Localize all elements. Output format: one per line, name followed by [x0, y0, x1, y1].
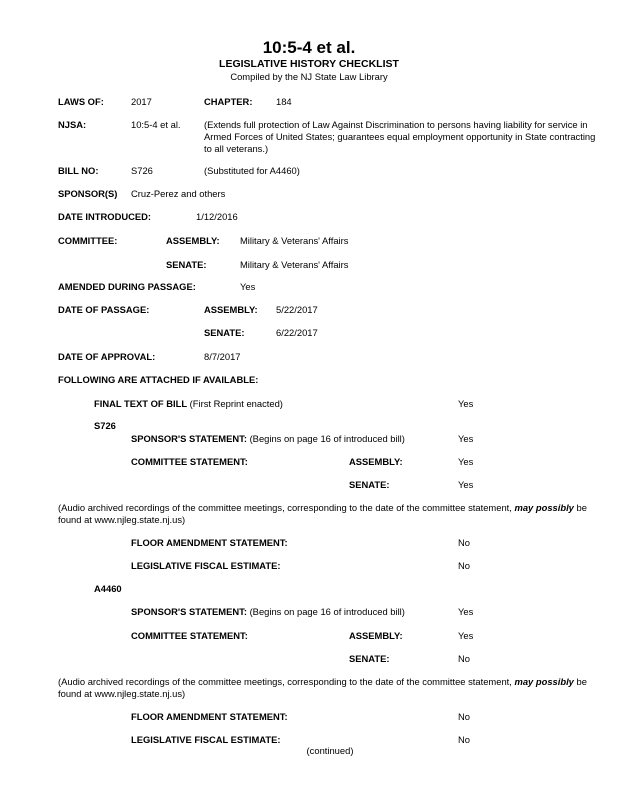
s726-audio-text: (Audio archived recordings of the committee meetings, corresponding to the date of the committee statement, — [58, 502, 515, 513]
final-text-note: (First Reprint enacted) — [189, 398, 283, 409]
njsa-description: (Extends full protection of Law Against Discrimination to persons having liability for service in Armed Forces of United States; guarantees equal employment opportunity in State contracting to all veterans.) — [204, 119, 596, 154]
s726-senate-value: Yes — [458, 479, 474, 490]
s726-senate-label: SENATE: — [349, 479, 390, 490]
s726-fiscal-value: No — [458, 560, 470, 571]
date-of-approval-value: 8/7/2017 — [204, 351, 241, 362]
date-of-approval-label: DATE OF APPROVAL: — [58, 351, 156, 362]
a4460-assembly-label: ASSEMBLY: — [349, 630, 403, 641]
s726-assembly-label: ASSEMBLY: — [349, 456, 403, 467]
page-title: 10:5-4 et al. — [262, 38, 356, 57]
a4460-floor-value: No — [458, 711, 470, 722]
sponsors-value: Cruz-Perez and others — [131, 188, 226, 199]
committee-senate-value: Military & Veterans' Affairs — [240, 259, 349, 270]
passage-senate-label: SENATE: — [204, 327, 245, 338]
final-text-row — [94, 398, 283, 410]
passage-senate-value: 6/22/2017 — [276, 327, 318, 338]
s726-sponsor-label: SPONSOR'S STATEMENT: — [131, 433, 247, 444]
laws-of-value: 2017 — [131, 96, 152, 107]
continued-note: (continued) — [306, 745, 354, 756]
a4460-assembly-value: Yes — [458, 630, 474, 641]
a4460-senate-label: SENATE: — [349, 653, 390, 664]
date-introduced-value: 1/12/2016 — [196, 211, 238, 222]
s726-sponsor-note: (Begins on page 16 of introduced bill) — [249, 433, 405, 444]
chapter-label: CHAPTER: — [204, 96, 253, 107]
s726-audio-link-text: be found at www.njleg.state.nj.us) — [58, 502, 587, 525]
a4460-floor-label: FLOOR AMENDMENT STATEMENT: — [131, 711, 288, 722]
page-subtitle: LEGISLATIVE HISTORY CHECKLIST — [219, 58, 399, 70]
amended-value: Yes — [240, 281, 256, 292]
s726-sponsor-row — [131, 433, 405, 445]
date-of-passage-label: DATE OF PASSAGE: — [58, 304, 150, 315]
a4460-senate-value: No — [458, 653, 470, 664]
a4460-committee-label: COMMITTEE STATEMENT: — [131, 630, 248, 641]
attached-heading: FOLLOWING ARE ATTACHED IF AVAILABLE: — [58, 374, 259, 385]
s726-audio-note — [58, 502, 603, 526]
committee-assembly-label: ASSEMBLY: — [166, 235, 220, 246]
passage-assembly-label: ASSEMBLY: — [204, 304, 258, 315]
final-text-label: FINAL TEXT OF BILL — [94, 398, 188, 409]
a4460-sponsor-value: Yes — [458, 606, 474, 617]
date-introduced-label: DATE INTRODUCED: — [58, 211, 152, 222]
s726-assembly-value: Yes — [458, 456, 474, 467]
s726-audio-emphasis: may possibly — [514, 502, 574, 513]
a4460-fiscal-label: LEGISLATIVE FISCAL ESTIMATE: — [131, 734, 281, 745]
s726-fiscal-label: LEGISLATIVE FISCAL ESTIMATE: — [131, 560, 281, 571]
chapter-value: 184 — [276, 96, 292, 107]
a4460-sponsor-row — [131, 606, 405, 618]
final-text-value: Yes — [458, 398, 474, 409]
s726-floor-label: FLOOR AMENDMENT STATEMENT: — [131, 537, 288, 548]
njsa-value: 10:5-4 et al. — [131, 119, 181, 130]
committee-label: COMMITTEE: — [58, 235, 118, 246]
a4460-audio-link-text: be found at www.njleg.state.nj.us) — [58, 676, 587, 699]
sponsors-label: SPONSOR(S) — [58, 188, 118, 199]
njsa-label: NJSA: — [58, 119, 87, 130]
a4460-audio-emphasis: may possibly — [514, 676, 574, 687]
bill-no-note: (Substituted for A4460) — [204, 165, 300, 176]
amended-label: AMENDED DURING PASSAGE: — [58, 281, 196, 292]
s726-committee-label: COMMITTEE STATEMENT: — [131, 456, 248, 467]
laws-of-label: LAWS OF: — [58, 96, 104, 107]
s726-sponsor-value: Yes — [458, 433, 474, 444]
bill-no-value: S726 — [131, 165, 153, 176]
a4460-fiscal-value: No — [458, 734, 470, 745]
a4460-sponsor-note: (Begins on page 16 of introduced bill) — [249, 606, 405, 617]
a4460-audio-note — [58, 676, 603, 700]
s726-floor-value: No — [458, 537, 470, 548]
passage-assembly-value: 5/22/2017 — [276, 304, 318, 315]
committee-assembly-value: Military & Veterans' Affairs — [240, 235, 349, 246]
compiled-by: Compiled by the NJ State Law Library — [230, 71, 388, 82]
a4460-audio-text: (Audio archived recordings of the committee meetings, corresponding to the date of the committee statement, — [58, 676, 515, 687]
bill-no-label: BILL NO: — [58, 165, 99, 176]
s726-heading: S726 — [94, 420, 116, 431]
a4460-heading: A4460 — [94, 583, 122, 594]
a4460-sponsor-label: SPONSOR'S STATEMENT: — [131, 606, 247, 617]
committee-senate-label: SENATE: — [166, 259, 207, 270]
